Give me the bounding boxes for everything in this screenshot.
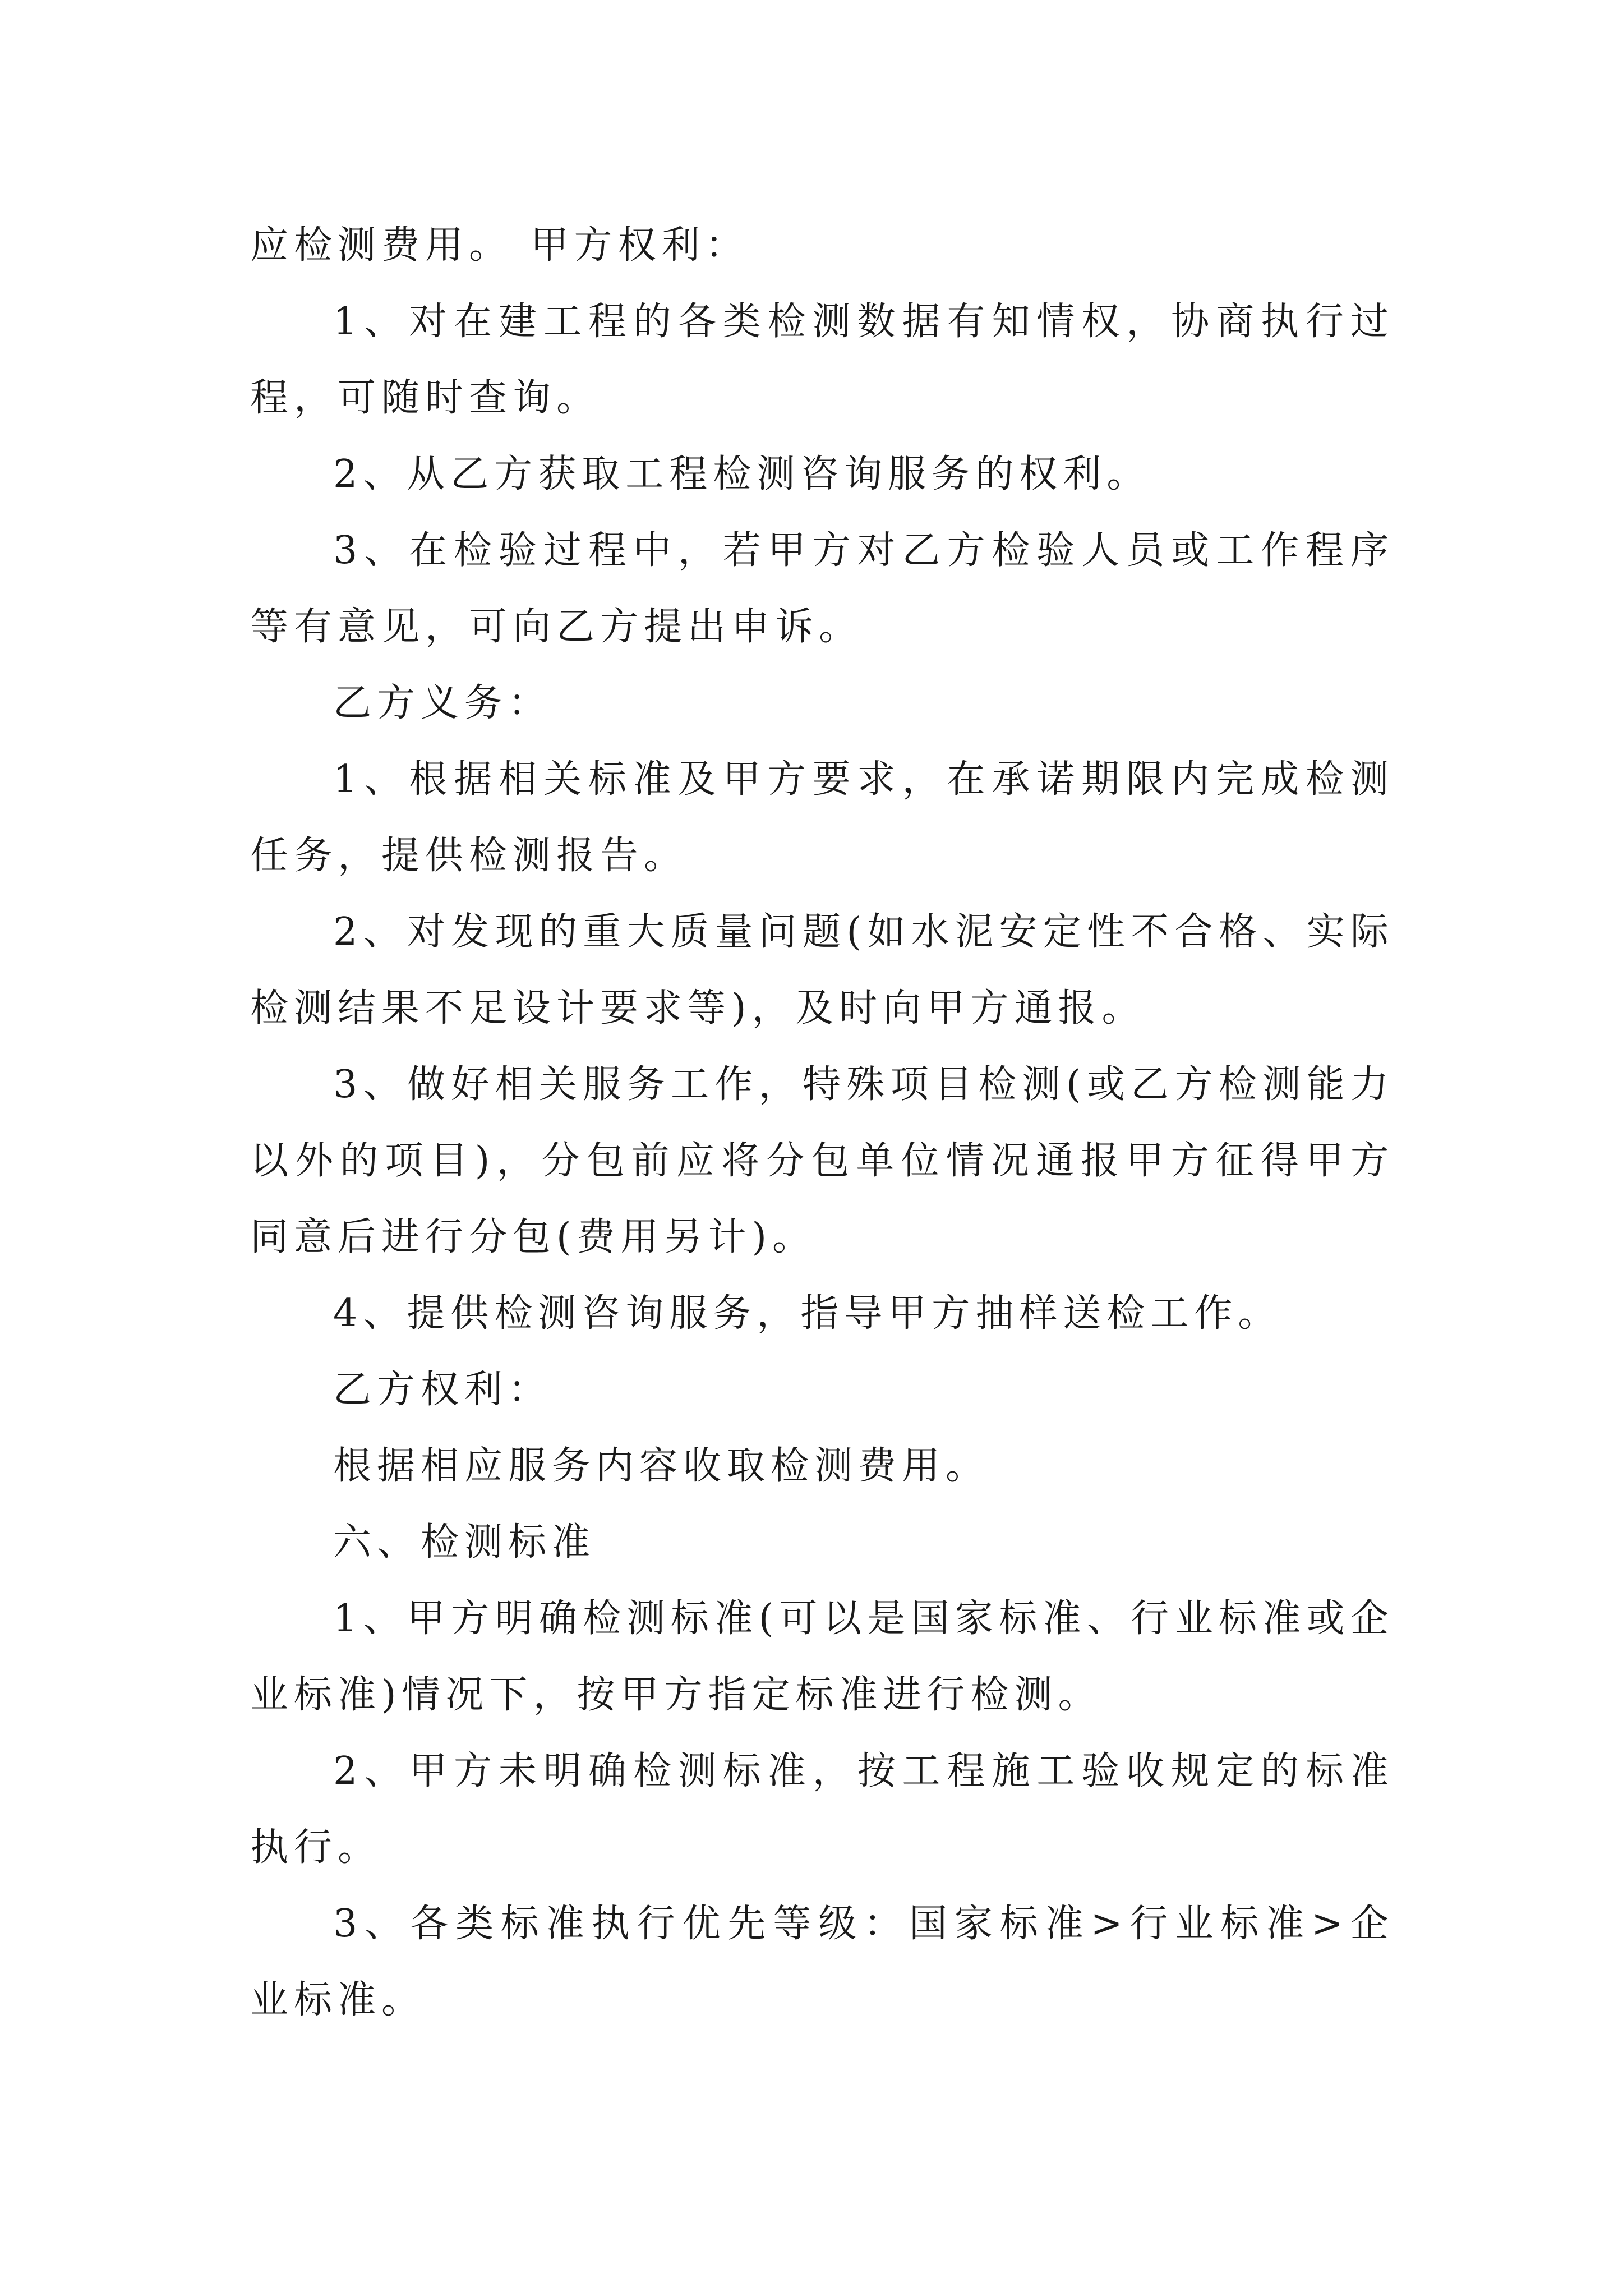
paragraph-party-b-obligation-1: 1、根据相关标准及甲方要求，在承诺期限内完成检测任务，提供检测报告。 [250,757,1394,878]
paragraph-party-a-right-1: 1、对在建工程的各类检测数据有知情权，协商执行过程，可随时查询。 [250,300,1394,420]
paragraph-party-a-right-2: 2、从乙方获取工程检测咨询服务的权利。 [333,452,1151,496]
heading-section-six: 六、检测标准 [333,1520,596,1565]
paragraph-standard-2: 2、甲方未明确检测标准，按工程施工验收规定的标准执行。 [250,1749,1394,1870]
paragraph-continuation: 应检测费用。 甲方权利： [250,223,749,268]
paragraph-party-b-obligation-3: 3、做好相关服务工作，特殊项目检测(或乙方检测能力以外的项目)，分包前应将分包单位情况通报甲方征得甲方同意后进行分包(费用另计)。 [250,1062,1394,1259]
heading-party-b-obligations: 乙方义务： [333,681,552,725]
paragraph-party-a-right-3: 3、在检验过程中，若甲方对乙方检验人员或工作程序等有意见，可向乙方提出申诉。 [250,528,1394,649]
document-body [250,208,1394,2039]
paragraph-party-b-obligation-4: 4、提供检测咨询服务，指导甲方抽样送检工作。 [333,1291,1282,1336]
paragraph-standard-1: 1、甲方明确检测标准(可以是国家标准、行业标准或企业标准)情况下，按甲方指定标准进行检测。 [250,1596,1394,1717]
heading-party-b-rights: 乙方权利： [333,1368,552,1412]
paragraph-party-b-right: 根据相应服务内容收取检测费用。 [333,1444,990,1488]
paragraph-standard-3: 3、各类标准执行优先等级：国家标准>行业标准>企业标准。 [250,1902,1394,2022]
paragraph-party-b-obligation-2: 2、对发现的重大质量问题(如水泥安定性不合格、实际检测结果不足设计要求等)，及时向甲方通报。 [250,910,1394,1030]
